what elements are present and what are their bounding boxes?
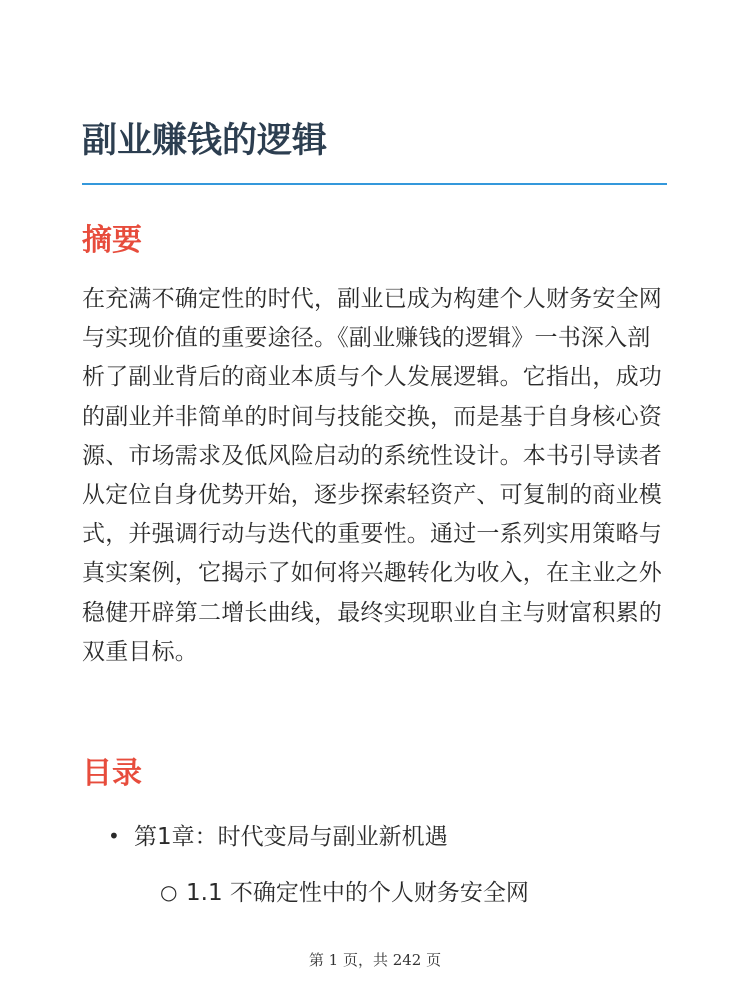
document-title: 副业赚钱的逻辑: [82, 121, 328, 161]
toc-item-label: 第1章：时代变局与副业新机遇: [134, 824, 448, 850]
title-divider: [82, 183, 667, 185]
abstract-paragraph: 在充满不确定性的时代，副业已成为构建个人财务安全网与实现价值的重要途径。《副业赚钱的逻辑》一书深入剖析了副业背后的商业本质与个人发展逻辑。它指出，成功的副业并非简单的时间与技能交换，而是基于自身核心资源、市场需求及低风险启动的系统性设计。本书引导读者从定位自身优势开始，逐步探索轻资产、可复制的商业模式，并强调行动与迭代的重要性。通过一系列实用策略与真实案例，它揭示了如何将兴趣转化为收入，在主业之外稳健开辟第二增长曲线，最终实现职业自主与财富积累的双重目标。: [82, 286, 662, 665]
toc-heading: 目录: [82, 756, 142, 791]
abstract-heading: 摘要: [82, 223, 142, 258]
toc-item-section-1-1[interactable]: [160, 874, 529, 911]
hollow-bullet-icon: ○: [160, 880, 178, 904]
toc-item-chapter-1[interactable]: [108, 818, 448, 855]
page-number-footer: 第 1 页，共 242 页: [308, 951, 442, 969]
toc-item-label: 1.1 不确定性中的个人财务安全网: [186, 880, 529, 906]
filled-bullet-icon: •: [108, 824, 120, 848]
